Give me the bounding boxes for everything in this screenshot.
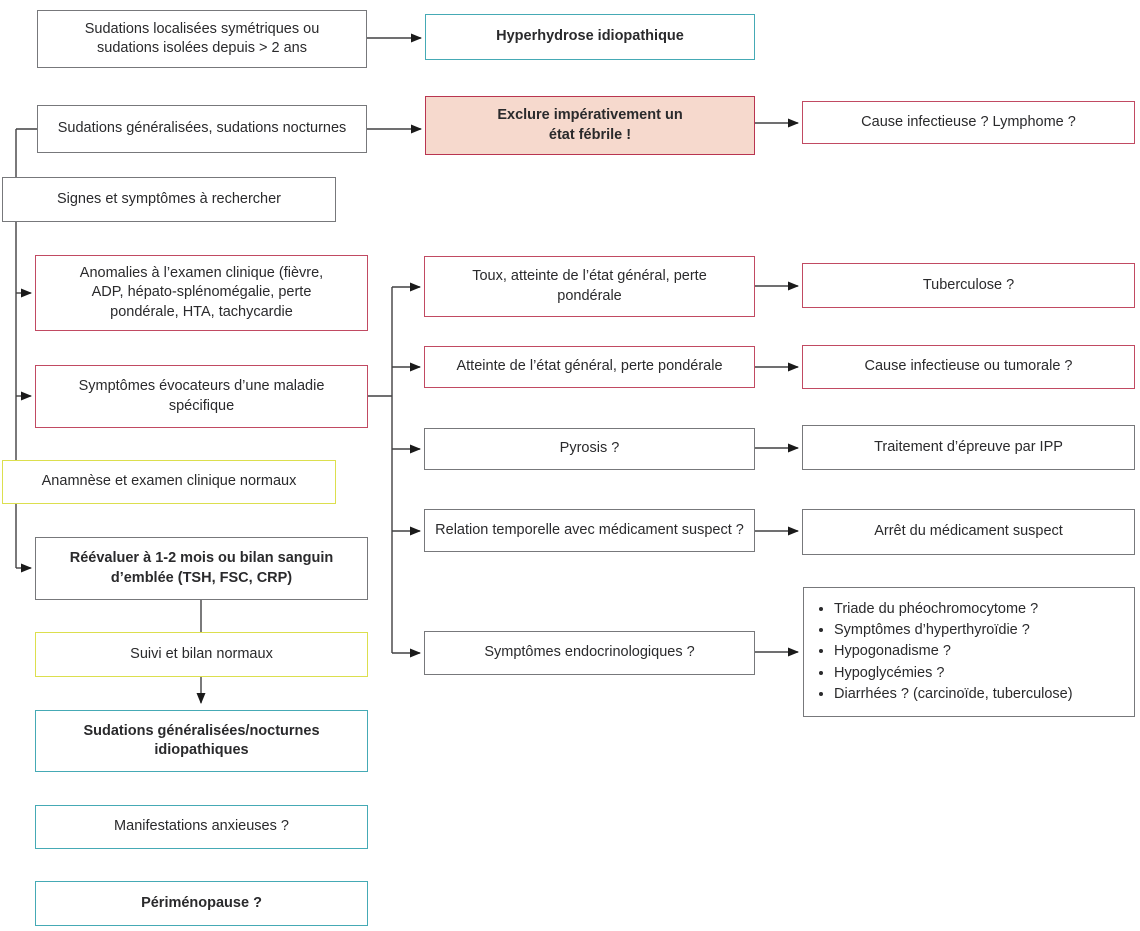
node-atteinte-etat-general [424,346,755,388]
list-item: • Symptômes d’hyperthyroïdie ? [834,621,1073,640]
node-label: Cause infectieuse ou tumorale ? [864,358,1073,375]
node-symptomes-evocateurs [35,365,368,428]
node-label: Périménopause ? [141,894,262,911]
node-label: Réévaluer à 1-2 mois ou bilan sanguin d’emblée (TSH, FSC, CRP) [69,550,334,586]
node-label: Symptômes endocrinologiques ? [484,644,695,661]
node-traitement-ipp [802,425,1135,470]
node-label: Traitement d’épreuve par IPP [874,438,1063,455]
node-label: Cause infectieuse ? Lymphome ? [861,113,1076,130]
node-label: Arrêt du médicament suspect [874,523,1063,540]
node-sudations-idiopathiques [35,710,368,772]
node-tuberculose [802,263,1135,308]
node-label: Sudations généralisées, sudations nocturnes [57,120,347,137]
node-label: Toux, atteinte de l’état général, perte pondérale [472,268,707,304]
node-reevaluer-bilan [35,537,368,600]
node-hyperhydrose-idiopathique [425,14,755,60]
node-manifestations-anxieuses [35,805,368,849]
node-signes-symptomes [2,177,336,222]
endocrine-checklist [808,598,1073,706]
node-cause-infectieuse-tumorale [802,345,1135,389]
node-label: Pyrosis ? [559,440,620,457]
node-label: Hyperhydrose idiopathique [496,28,684,45]
node-label: Symptômes évocateurs d’une maladie spécifique [78,378,325,414]
node-anomalies-examen [35,255,368,331]
node-pyrosis [424,428,755,470]
node-sudations-localisees [37,10,367,68]
node-toux-etat-general [424,256,755,317]
list-item: • Hypogonadisme ? [834,642,1073,661]
node-exclure-etat-febrile [425,96,755,155]
node-label: Anamnèse et examen clinique normaux [41,473,297,490]
node-relation-medicament [424,509,755,552]
node-label: Manifestations anxieuses ? [114,818,289,835]
node-label: Sudations localisées symétriques ou sudations isolées depuis > 2 ans [84,20,320,56]
list-item: • Triade du phéochromocytome ? [834,600,1073,619]
node-perimenopause [35,881,368,926]
node-cause-infectieuse-lymphome [802,101,1135,144]
node-endocrine-checklist [803,587,1135,717]
node-label: Relation temporelle avec médicament suspect ? [435,521,744,538]
node-sudations-generalisees [37,105,367,153]
node-label: Signes et symptômes à rechercher [56,190,282,207]
node-label: Suivi et bilan normaux [130,645,273,662]
list-item: • Diarrhées ? (carcinoïde, tuberculose) [834,685,1073,704]
node-anamnese-normaux [2,460,336,504]
node-label: Sudations généralisées/nocturnes idiopathiques [83,722,320,758]
node-label: Exclure impérativement un état fébrile ! [497,107,683,143]
node-label: Anomalies à l’examen clinique (fièvre, ADP, hépato-splénomégalie, perte pondérale, HTA, tachycardie [79,265,324,320]
node-symptomes-endocrinologiques [424,631,755,675]
list-item: • Hypoglycémies ? [834,664,1073,683]
node-suivi-bilan-normaux [35,632,368,677]
node-label: Atteinte de l’état général, perte pondérale [456,358,723,375]
node-label: Tuberculose ? [922,276,1015,293]
node-arret-medicament [802,509,1135,555]
